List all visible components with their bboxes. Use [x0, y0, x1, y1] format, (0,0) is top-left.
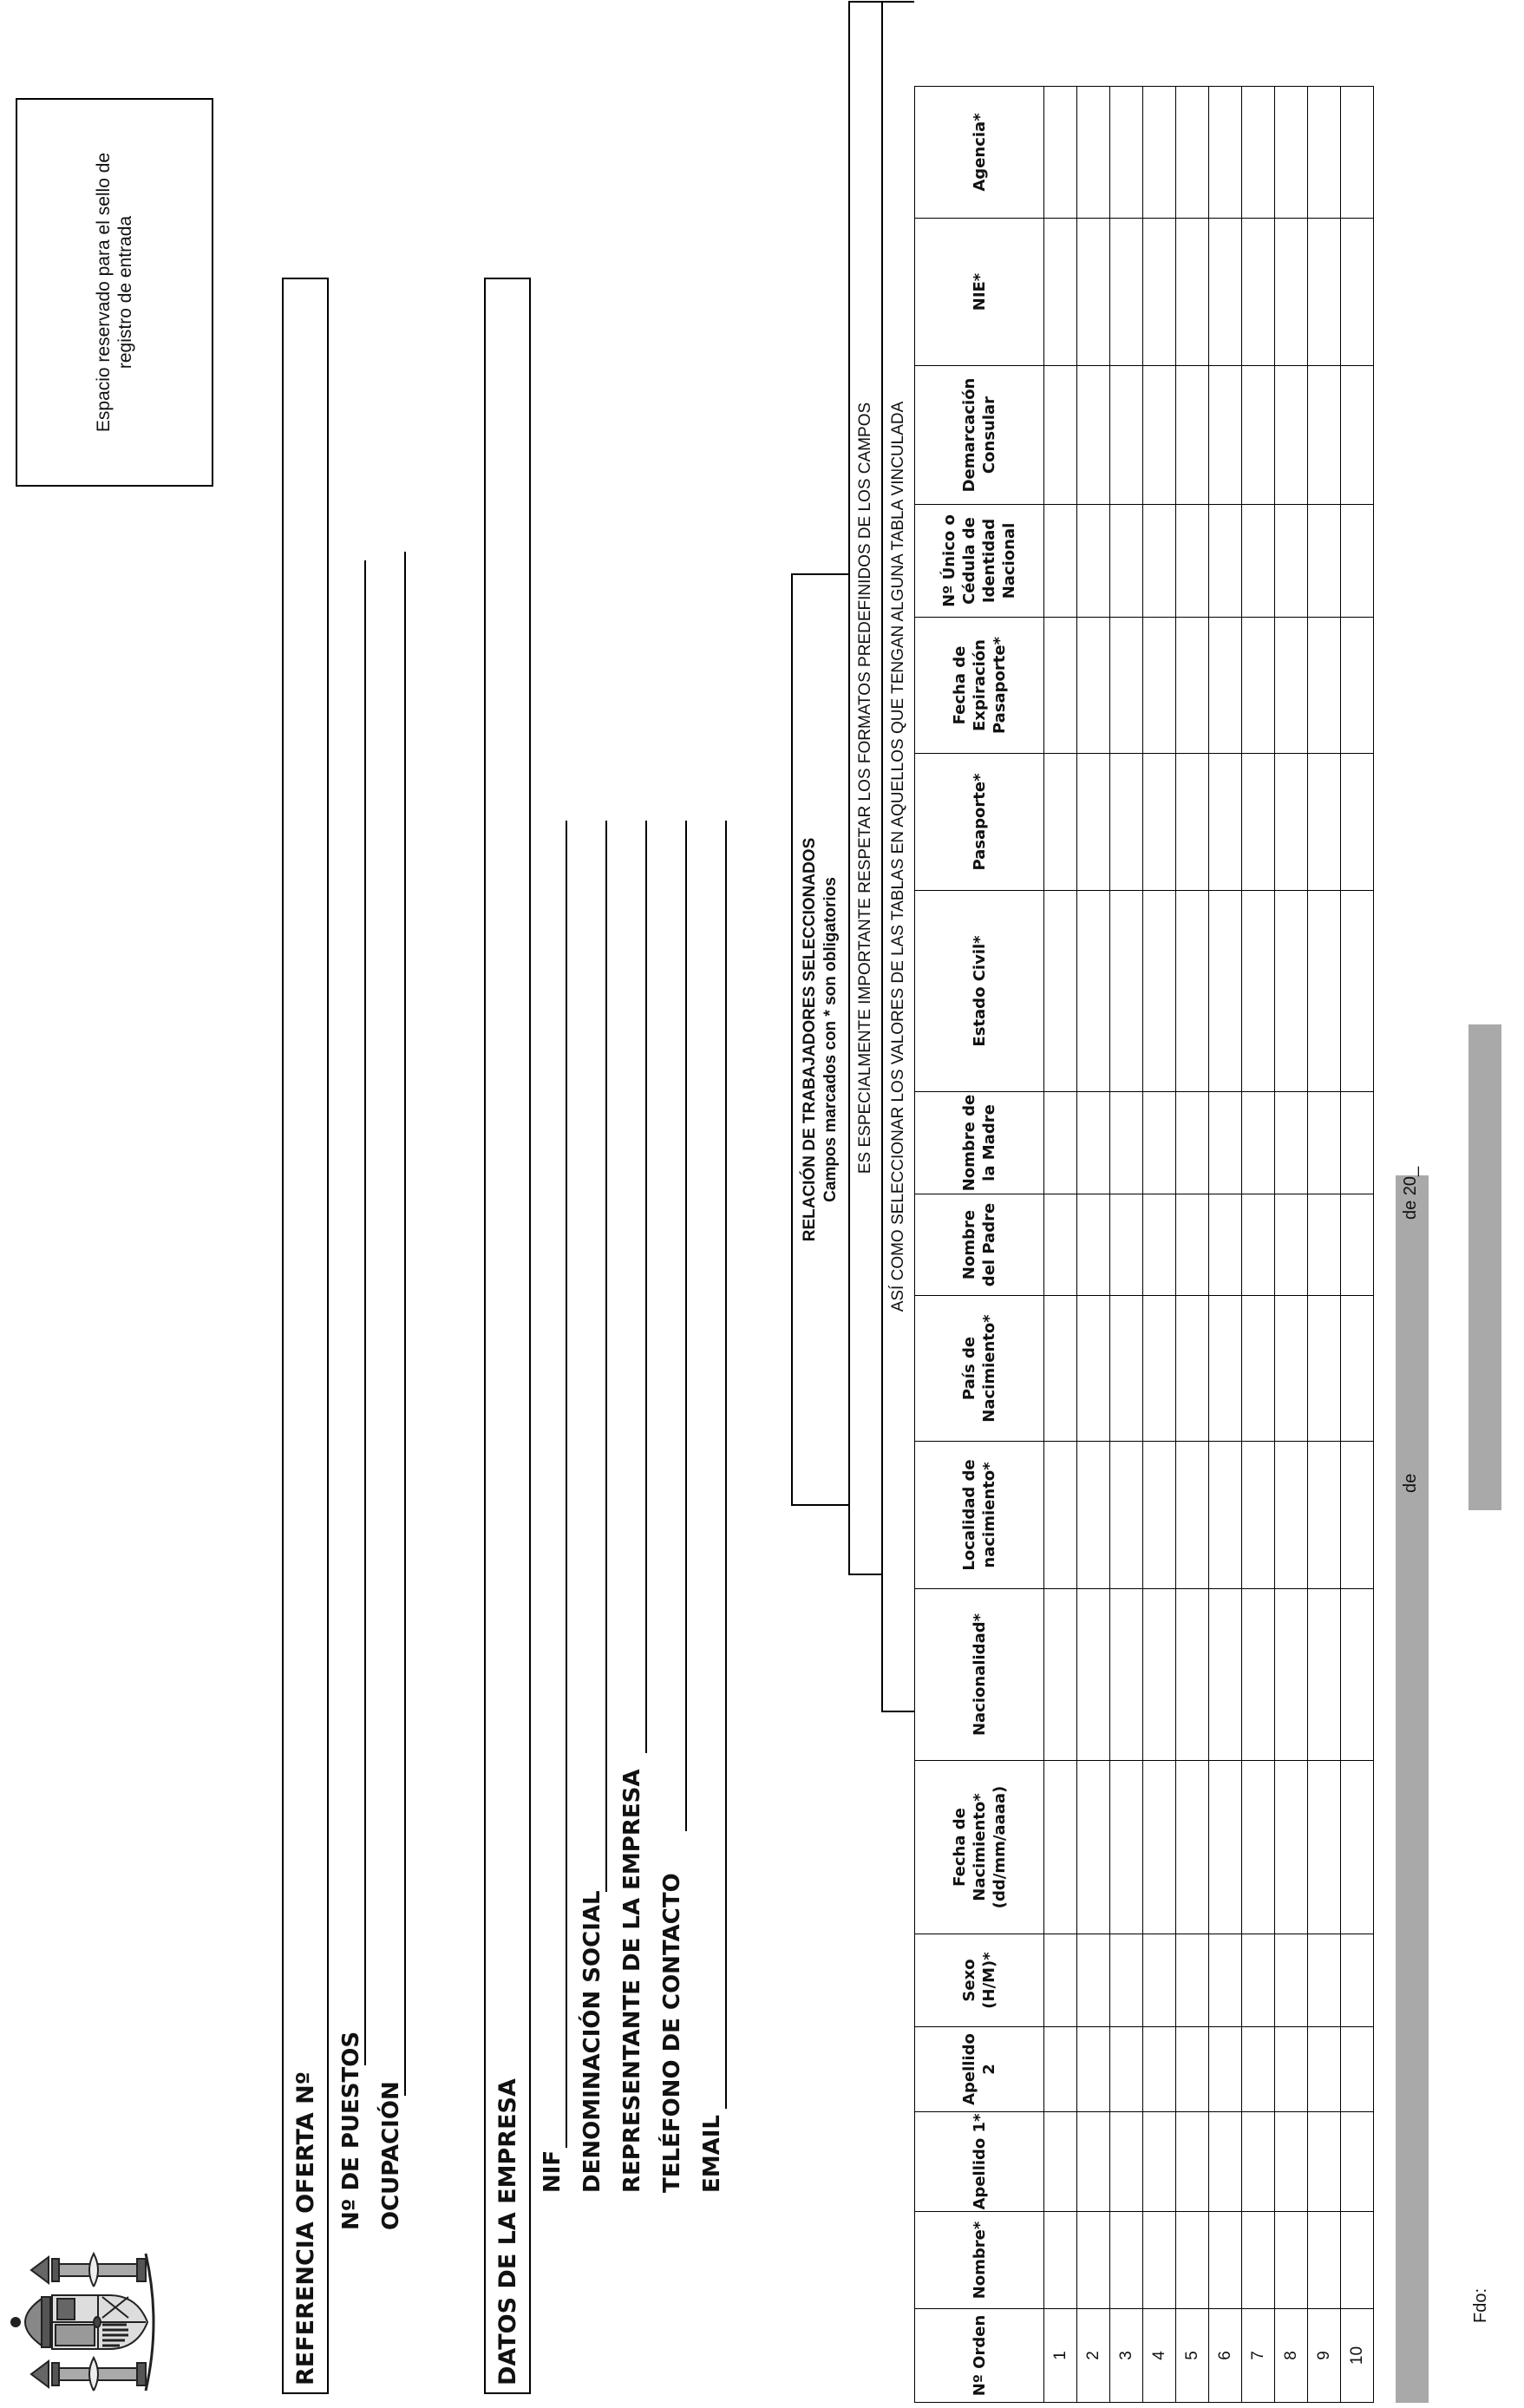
table-cell[interactable]: [1176, 1442, 1209, 1589]
format-note: [848, 1, 881, 1575]
table-cell[interactable]: [1176, 505, 1209, 618]
workers-subtitle-text: Campos marcados con * son obligatorios: [821, 877, 840, 1202]
table-cell[interactable]: [1044, 1761, 1077, 1934]
coat-of-arms-icon: [7, 2245, 163, 2399]
table-cell[interactable]: [1077, 87, 1110, 219]
date-de-text: de: [1401, 1473, 1420, 1493]
table-row: [1110, 87, 1143, 2403]
table-cell[interactable]: [1242, 1296, 1275, 1442]
table-row: [1077, 87, 1110, 2403]
table-cell[interactable]: [1209, 2112, 1242, 2212]
table-cell[interactable]: [1275, 618, 1308, 754]
table-cell[interactable]: [1308, 1442, 1341, 1589]
table-cell[interactable]: [1341, 1092, 1374, 1194]
table-cell[interactable]: [1308, 754, 1341, 891]
offer-reference-label: REFERENCIA OFERTA Nº: [291, 2071, 319, 2385]
table-cell[interactable]: [1176, 87, 1209, 219]
positions-count-field[interactable]: [364, 560, 366, 2065]
table-cell[interactable]: [1044, 1092, 1077, 1194]
table-cell[interactable]: [1209, 1934, 1242, 2027]
table-cell[interactable]: [1176, 2212, 1209, 2309]
table-cell[interactable]: [1143, 1442, 1176, 1589]
table-cell[interactable]: [1209, 754, 1242, 891]
table-cell[interactable]: [1044, 1442, 1077, 1589]
row-number: 8: [1275, 2309, 1308, 2403]
table-cell[interactable]: [1110, 618, 1143, 754]
signature-field[interactable]: [1468, 1024, 1501, 1510]
table-cell[interactable]: [1275, 87, 1308, 219]
table-cell[interactable]: [1176, 2027, 1209, 2112]
table-cell[interactable]: [1077, 2112, 1110, 2212]
table-cell[interactable]: [1341, 754, 1374, 891]
row-number: 4: [1143, 2309, 1176, 2403]
column-header: País de Nacimiento*: [915, 1296, 1044, 1442]
row-number: 10: [1341, 2309, 1374, 2403]
table-cell[interactable]: [1044, 2112, 1077, 2212]
table-cell[interactable]: [1308, 1092, 1341, 1194]
table-cell[interactable]: [1044, 505, 1077, 618]
table-cell[interactable]: [1242, 2027, 1275, 2112]
table-cell[interactable]: [1110, 87, 1143, 219]
table-cell[interactable]: [1242, 87, 1275, 219]
table-cell[interactable]: [1077, 2212, 1110, 2309]
format-note-text: ES ESPECIALMENTE IMPORTANTE RESPETAR LOS FORMATOS PREDEFINIDOS DE LOS CAMPOS: [856, 402, 874, 1175]
occupation-field[interactable]: [404, 552, 406, 2096]
table-cell[interactable]: [1341, 1934, 1374, 2027]
table-cell[interactable]: [1308, 2112, 1341, 2212]
table-cell[interactable]: [1143, 1296, 1176, 1442]
column-header: Apellido 2: [915, 2027, 1044, 2112]
column-header: Nº Único o Cédula de Identidad Nacional: [915, 505, 1044, 618]
table-cell[interactable]: [1308, 1761, 1341, 1934]
table-cell[interactable]: [1044, 1934, 1077, 2027]
table-cell[interactable]: [1308, 2027, 1341, 2112]
table-cell[interactable]: [1143, 1589, 1176, 1761]
table-cell[interactable]: [1176, 891, 1209, 1092]
table-cell[interactable]: [1341, 1194, 1374, 1296]
table-cell[interactable]: [1308, 366, 1341, 505]
table-cell[interactable]: [1077, 1194, 1110, 1296]
table-cell[interactable]: [1242, 1442, 1275, 1589]
table-cell[interactable]: [1275, 1761, 1308, 1934]
table-cell[interactable]: [1341, 891, 1374, 1092]
table-cell[interactable]: [1242, 1761, 1275, 1934]
table-cell[interactable]: [1209, 1589, 1242, 1761]
table-cell[interactable]: [1275, 2027, 1308, 2112]
table-cell[interactable]: [1143, 505, 1176, 618]
occupation-label: OCUPACIÓN: [378, 2081, 404, 2230]
table-cell[interactable]: [1308, 891, 1341, 1092]
table-cell[interactable]: [1176, 1092, 1209, 1194]
table-row: [1308, 87, 1341, 2403]
table-cell[interactable]: [1341, 1296, 1374, 1442]
column-header: Apellido 1*: [915, 2112, 1044, 2212]
table-cell[interactable]: [1143, 1092, 1176, 1194]
table-cell[interactable]: [1275, 505, 1308, 618]
table-cell[interactable]: [1275, 1442, 1308, 1589]
workers-table: [914, 86, 1374, 2403]
table-cell[interactable]: [1044, 1296, 1077, 1442]
representative-field[interactable]: [645, 821, 647, 1753]
table-cell[interactable]: [1242, 891, 1275, 1092]
table-cell[interactable]: [1044, 366, 1077, 505]
table-cell[interactable]: [1242, 618, 1275, 754]
table-cell[interactable]: [1275, 2112, 1308, 2212]
column-header: Sexo (H/M)*: [915, 1934, 1044, 2027]
table-cell[interactable]: [1044, 2212, 1077, 2309]
table-cell[interactable]: [1110, 219, 1143, 366]
place-date-field[interactable]: [1396, 1175, 1429, 2403]
table-cell[interactable]: [1242, 1194, 1275, 1296]
email-label: EMAIL: [699, 2115, 725, 2193]
table-cell[interactable]: [1242, 1934, 1275, 2027]
row-number: 1: [1044, 2309, 1077, 2403]
table-cell[interactable]: [1341, 505, 1374, 618]
table-cell[interactable]: [1077, 1296, 1110, 1442]
table-cell[interactable]: [1242, 1589, 1275, 1761]
table-cell[interactable]: [1242, 219, 1275, 366]
table-cell[interactable]: [1044, 2027, 1077, 2112]
workers-title-text: RELACIÓN DE TRABAJADORES SELECCIONADOS: [801, 837, 819, 1242]
table-cell[interactable]: [1143, 1934, 1176, 2027]
table-cell[interactable]: [1176, 1296, 1209, 1442]
table-cell[interactable]: [1275, 1092, 1308, 1194]
table-cell[interactable]: [1341, 366, 1374, 505]
table-cell[interactable]: [1143, 219, 1176, 366]
table-cell[interactable]: [1242, 505, 1275, 618]
row-number: 5: [1176, 2309, 1209, 2403]
table-row: [1209, 87, 1242, 2403]
column-header: Localidad de nacimiento*: [915, 1442, 1044, 1589]
table-cell[interactable]: [1110, 1442, 1143, 1589]
column-header: NIE*: [915, 219, 1044, 366]
row-number: 2: [1077, 2309, 1110, 2403]
column-header: Agencia*: [915, 87, 1044, 219]
table-cell[interactable]: [1209, 1296, 1242, 1442]
table-cell[interactable]: [1143, 2112, 1176, 2212]
contact-phone-label: TELÉFONO DE CONTACTO: [659, 1873, 685, 2193]
table-cell[interactable]: [1044, 754, 1077, 891]
table-cell[interactable]: [1341, 2112, 1374, 2212]
table-cell[interactable]: [1176, 754, 1209, 891]
table-cell[interactable]: [1275, 219, 1308, 366]
offer-reference-bar[interactable]: [282, 278, 329, 2394]
company-name-field[interactable]: [605, 821, 607, 1892]
table-cell[interactable]: [1242, 1092, 1275, 1194]
column-header: Fecha de Expiración Pasaporte*: [915, 618, 1044, 754]
date-year-text: de 20_: [1401, 1166, 1420, 1220]
table-cell[interactable]: [1176, 2112, 1209, 2212]
table-cell[interactable]: [1275, 754, 1308, 891]
column-header: Estado Civil*: [915, 891, 1044, 1092]
table-cell[interactable]: [1341, 1761, 1374, 1934]
table-cell[interactable]: [1209, 2212, 1242, 2309]
column-header: Demarcación Consular: [915, 366, 1044, 505]
table-cell[interactable]: [1044, 1589, 1077, 1761]
contact-phone-field[interactable]: [685, 821, 687, 1831]
table-cell[interactable]: [1275, 1194, 1308, 1296]
row-number: 9: [1308, 2309, 1341, 2403]
table-cell[interactable]: [1275, 1296, 1308, 1442]
table-cell[interactable]: [1044, 891, 1077, 1092]
table-row: [1143, 87, 1176, 2403]
table-cell[interactable]: [1176, 366, 1209, 505]
table-cell[interactable]: [1209, 219, 1242, 366]
table-cell[interactable]: [1077, 366, 1110, 505]
table-cell[interactable]: [1176, 219, 1209, 366]
company-name-label: DENOMINACIÓN SOCIAL: [579, 1890, 605, 2193]
row-number: 6: [1209, 2309, 1242, 2403]
signature-label: Fdo:: [1471, 2287, 1490, 2323]
table-cell[interactable]: [1143, 1761, 1176, 1934]
table-cell[interactable]: [1242, 366, 1275, 505]
table-cell[interactable]: [1077, 1761, 1110, 1934]
table-cell[interactable]: [1341, 219, 1374, 366]
table-cell[interactable]: [1110, 2212, 1143, 2309]
email-field[interactable]: [725, 821, 727, 2109]
table-cell[interactable]: [1341, 1589, 1374, 1761]
table-cell[interactable]: [1143, 87, 1176, 219]
table-cell[interactable]: [1110, 1934, 1143, 2027]
table-cell[interactable]: [1110, 1092, 1143, 1194]
table-cell[interactable]: [1308, 219, 1341, 366]
table-cell[interactable]: [1308, 505, 1341, 618]
table-cell[interactable]: [1143, 2212, 1176, 2309]
table-cell[interactable]: [1176, 1934, 1209, 2027]
column-header: Nombre de la Madre: [915, 1092, 1044, 1194]
table-cell[interactable]: [1275, 1934, 1308, 2027]
table-cell[interactable]: [1275, 1589, 1308, 1761]
table-cell[interactable]: [1110, 1761, 1143, 1934]
table-cell[interactable]: [1209, 1442, 1242, 1589]
table-cell[interactable]: [1275, 891, 1308, 1092]
table-cell[interactable]: [1110, 1194, 1143, 1296]
table-cell[interactable]: [1143, 618, 1176, 754]
table-cell[interactable]: [1341, 618, 1374, 754]
column-header: Nº Orden: [915, 2309, 1044, 2403]
table-cell[interactable]: [1044, 219, 1077, 366]
table-cell[interactable]: [1110, 2027, 1143, 2112]
representative-label: REPRESENTANTE DE LA EMPRESA: [619, 1769, 645, 2193]
table-cell[interactable]: [1308, 618, 1341, 754]
column-header: Nombre*: [915, 2212, 1044, 2309]
entry-stamp-box: [16, 98, 213, 487]
table-cell[interactable]: [1341, 1442, 1374, 1589]
nif-label: NIF: [540, 2150, 566, 2193]
row-number: 7: [1242, 2309, 1275, 2403]
table-cell[interactable]: [1077, 1442, 1110, 1589]
table-row: [1242, 87, 1275, 2403]
column-header: Pasaporte*: [915, 754, 1044, 891]
table-cell[interactable]: [1308, 1589, 1341, 1761]
table-cell[interactable]: [1275, 366, 1308, 505]
table-cell[interactable]: [1077, 1589, 1110, 1761]
table-cell[interactable]: [1143, 754, 1176, 891]
row-number: 3: [1110, 2309, 1143, 2403]
table-row: [1341, 87, 1374, 2403]
table-cell[interactable]: [1341, 87, 1374, 219]
linked-table-note: [881, 1, 914, 1712]
table-cell[interactable]: [1143, 2027, 1176, 2112]
nif-field[interactable]: [566, 821, 567, 2148]
table-cell[interactable]: [1110, 505, 1143, 618]
workers-table-title: [791, 573, 848, 1506]
table-cell[interactable]: [1275, 2212, 1308, 2309]
table-cell[interactable]: [1077, 2027, 1110, 2112]
table-cell[interactable]: [1209, 366, 1242, 505]
table-cell[interactable]: [1209, 618, 1242, 754]
table-row: [1176, 87, 1209, 2403]
table-cell[interactable]: [1209, 891, 1242, 1092]
company-data-label: DATOS DE LA EMPRESA: [494, 2078, 521, 2385]
table-cell[interactable]: [1242, 2212, 1275, 2309]
table-cell[interactable]: [1110, 1296, 1143, 1442]
table-cell[interactable]: [1242, 754, 1275, 891]
workers-header-row: [915, 87, 1044, 2403]
table-cell[interactable]: [1077, 505, 1110, 618]
table-row: [1275, 87, 1308, 2403]
table-cell[interactable]: [1077, 618, 1110, 754]
table-cell[interactable]: [1176, 1761, 1209, 1934]
table-cell[interactable]: [1077, 219, 1110, 366]
table-cell[interactable]: [1242, 2112, 1275, 2212]
table-cell[interactable]: [1143, 1194, 1176, 1296]
table-cell[interactable]: [1077, 754, 1110, 891]
table-cell[interactable]: [1308, 1194, 1341, 1296]
table-cell[interactable]: [1341, 2212, 1374, 2309]
stamp-box-text: Espacio reservado para el sello de registro de entrada: [94, 152, 135, 433]
table-cell[interactable]: [1209, 87, 1242, 219]
table-row: [1044, 87, 1077, 2403]
table-cell[interactable]: [1143, 891, 1176, 1092]
table-cell[interactable]: [1341, 2027, 1374, 2112]
company-data-bar: [484, 278, 531, 2394]
table-cell[interactable]: [1176, 618, 1209, 754]
table-cell[interactable]: [1209, 1092, 1242, 1194]
column-header: Fecha de Nacimiento* (dd/mm/aaaa): [915, 1761, 1044, 1934]
table-cell[interactable]: [1077, 1934, 1110, 2027]
table-cell[interactable]: [1044, 618, 1077, 754]
column-header: Nacionalidad*: [915, 1589, 1044, 1761]
table-cell[interactable]: [1143, 366, 1176, 505]
table-cell[interactable]: [1209, 2027, 1242, 2112]
table-cell[interactable]: [1308, 1934, 1341, 2027]
table-cell[interactable]: [1110, 754, 1143, 891]
table-cell[interactable]: [1176, 1589, 1209, 1761]
table-cell[interactable]: [1077, 1092, 1110, 1194]
table-cell[interactable]: [1110, 1589, 1143, 1761]
table-cell[interactable]: [1308, 2212, 1341, 2309]
table-cell[interactable]: [1176, 1194, 1209, 1296]
table-cell[interactable]: [1044, 1194, 1077, 1296]
table-cell[interactable]: [1077, 891, 1110, 1092]
table-cell[interactable]: [1308, 87, 1341, 219]
column-header: Nombre del Padre: [915, 1194, 1044, 1296]
positions-count-label: Nº DE PUESTOS: [338, 2031, 364, 2230]
table-cell[interactable]: [1209, 1761, 1242, 1934]
table-cell[interactable]: [1308, 1296, 1341, 1442]
table-cell[interactable]: [1209, 505, 1242, 618]
table-cell[interactable]: [1209, 1194, 1242, 1296]
table-cell[interactable]: [1110, 891, 1143, 1092]
table-cell[interactable]: [1044, 87, 1077, 219]
table-cell[interactable]: [1110, 366, 1143, 505]
table-cell[interactable]: [1110, 2112, 1143, 2212]
linked-table-note-text: ASÍ COMO SELECCIONAR LOS VALORES DE LAS TABLAS EN AQUELLOS QUE TENGAN ALGUNA TABLA VINCULADA: [889, 401, 907, 1312]
